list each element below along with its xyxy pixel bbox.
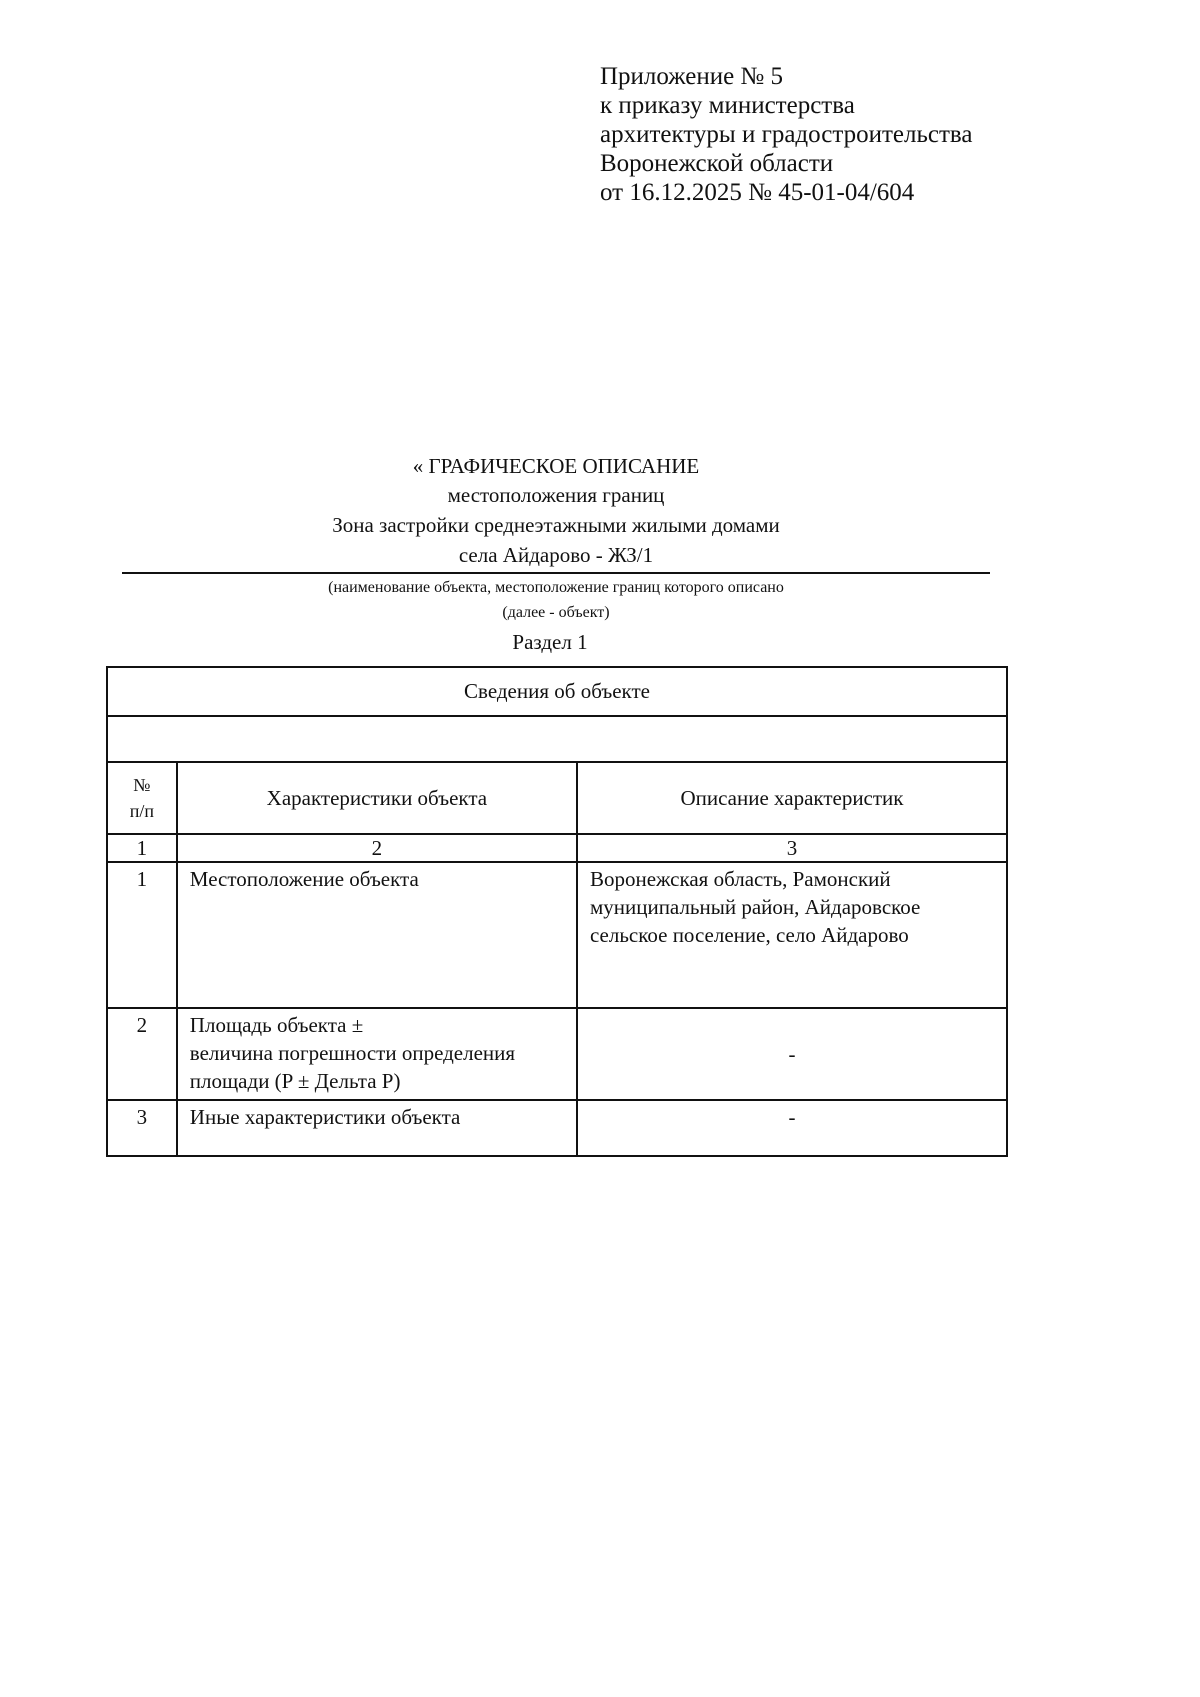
column-header-description: Описание характеристик (577, 762, 1007, 834)
column-header-row (107, 762, 1007, 834)
title-underline (122, 572, 990, 574)
appendix-line: Воронежской области (600, 150, 834, 177)
document-title: « ГРАФИЧЕСКОЕ ОПИСАНИЕ (412, 454, 700, 478)
row-characteristic: Местоположение объекта (177, 862, 577, 1008)
row-description: Воронежская область, Рамонский муниципальный район, Айдаровское сельское поселение, село Айдарово (577, 862, 1007, 1008)
object-info-table (106, 666, 1008, 1157)
section-label: Раздел 1 (512, 630, 588, 654)
appendix-line: от 16.12.2025 № 45-01-04/604 (600, 179, 915, 206)
row-characteristic: Иные характеристики объекта (177, 1100, 577, 1156)
row-characteristic (177, 1008, 577, 1100)
table-row (107, 1008, 1007, 1100)
column-index: 3 (577, 834, 1007, 862)
appendix-line: архитектуры и градостроительства (600, 121, 973, 148)
row-description: - (577, 1008, 1007, 1100)
row-number: 1 (107, 862, 177, 1008)
appendix-line: к приказу министерства (600, 92, 855, 119)
column-index-row (107, 834, 1007, 862)
table-row (107, 1100, 1007, 1156)
appendix-header (600, 62, 972, 207)
table-row (107, 862, 1007, 1008)
characteristic-line: величина погрешности определения (189, 1041, 516, 1065)
document-title-block (122, 452, 990, 624)
characteristic-line: площади (P ± Дельта P) (189, 1069, 401, 1093)
title-caption-cont: (далее - объект) (502, 604, 610, 621)
column-header-num (107, 762, 177, 834)
pp-label: п/п (129, 801, 155, 821)
row-number: 2 (107, 1008, 177, 1100)
characteristic-line: Площадь объекта ± (189, 1013, 364, 1037)
row-number: 3 (107, 1100, 177, 1156)
row-description: - (577, 1100, 1007, 1156)
table-heading: Сведения об объекте (107, 667, 1007, 716)
table-heading-row (107, 667, 1007, 716)
title-caption: (наименование объекта, местоположение границ которого описано (328, 579, 784, 596)
appendix-line: Приложение № 5 (600, 63, 784, 90)
title-subline: местоположения границ (447, 483, 665, 507)
column-index: 2 (177, 834, 577, 862)
table-empty-row (107, 716, 1007, 762)
object-name-cont: села Айдарово - ЖЗ/1 (458, 543, 654, 567)
num-label: № (133, 775, 151, 795)
object-name: Зона застройки среднеэтажными жилыми домами (332, 513, 780, 537)
empty-cell (107, 716, 1007, 762)
column-index: 1 (107, 834, 177, 862)
column-header-characteristics: Характеристики объекта (177, 762, 577, 834)
